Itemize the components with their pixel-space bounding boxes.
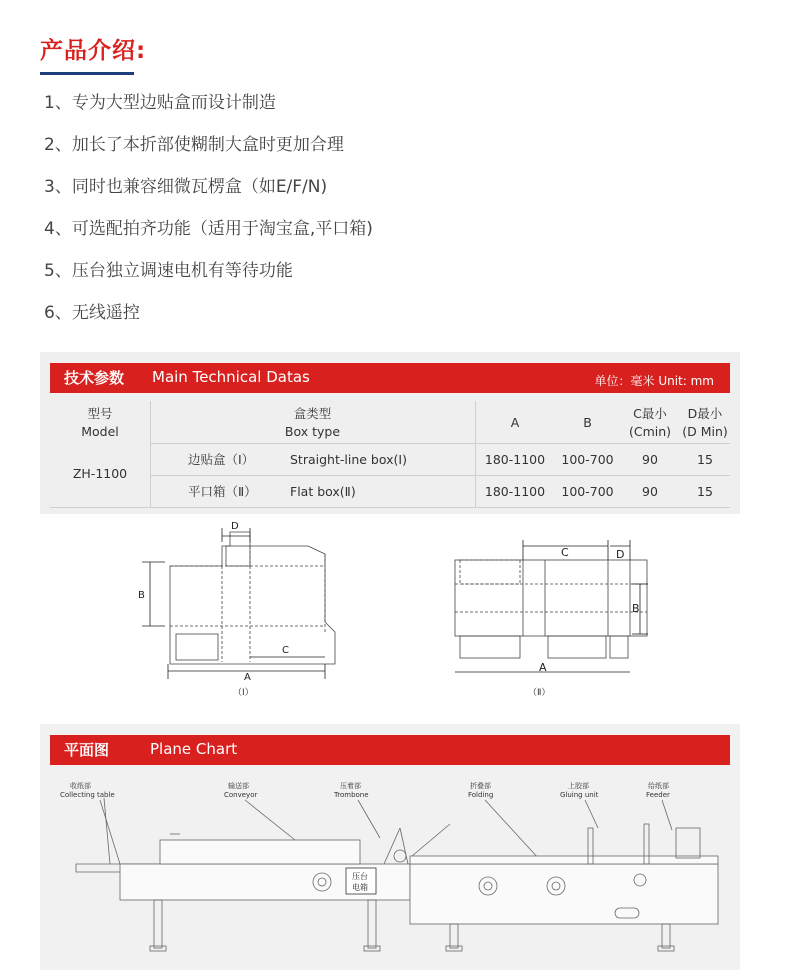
feature-list [44,90,373,342]
box1-label-d: D [231,521,239,532]
table-divider [150,443,730,444]
part-label-en: Collecting table [60,791,115,799]
feature-item: 3、同时也兼容细微瓦楞盒（如E/F/N) [44,177,328,197]
part-label-zh: 输送部 [228,782,249,790]
tech-title-en: Main Technical Datas [152,368,310,386]
model-value: ZH-1100 [72,466,128,481]
row-b: 100-700 [561,452,614,467]
row-b: 100-700 [561,484,614,499]
box-diagrams [40,514,740,714]
part-label-zh: 压着部 [340,782,361,790]
page-title: 产品介绍: [40,38,147,64]
row-c: 90 [642,452,658,467]
feature-item: 2、加长了本折部使糊制大盒时更加合理 [44,135,344,155]
tech-title-zh: 技术参数 [64,369,125,387]
title-underline [40,72,134,75]
box2-label-b: B [632,602,640,615]
box1-drawing [142,528,335,679]
header-box-en: Box type [284,424,341,439]
row-d: 15 [697,484,713,499]
feature-item: 1、专为大型边贴盒而设计制造 [44,93,276,113]
tech-panel [40,352,740,514]
plane-header-bar [50,735,730,765]
header-a: A [510,415,520,430]
header-b: B [583,415,592,430]
part-label-en: Trombone [334,791,369,799]
plane-title-zh: 平面图 [64,741,110,759]
header-d-en: (D Min) [682,424,728,439]
box2-label-c: C [561,546,569,559]
tech-table [50,401,730,509]
header-model-zh: 型号 [87,406,113,421]
part-label-zh: 折叠部 [470,782,491,790]
part-label-en: Folding [468,791,494,799]
box1-caption: （Ⅰ） [233,688,254,698]
row-a: 180-1100 [484,484,546,499]
part-label-en: Gluing unit [560,791,599,799]
box1-label-c: C [282,645,289,656]
part-label-zh: 上胶部 [568,782,589,790]
plane-title-en: Plane Chart [150,740,238,758]
feature-item: 4、可选配拍齐功能（适用于淘宝盒,平口箱) [44,219,373,239]
header-d-zh: D最小 [687,406,723,421]
row-d: 15 [697,452,713,467]
control-box-label: 压台 [352,872,368,881]
machine-plan [40,768,740,968]
part-label-zh: 收纸部 [70,782,91,790]
box2-label-a: A [539,661,547,674]
tech-unit: 单位：毫米 Unit: mm [594,374,714,388]
header-model-en: Model [81,424,119,439]
control-box-label: 电箱 [352,883,368,892]
row-type-en: Straight-line box(Ⅰ) [290,452,407,467]
box2-caption: （Ⅱ） [528,688,551,698]
row-type-en: Flat box(Ⅱ) [290,484,356,499]
box1-label-a: A [244,672,251,683]
machine-body [76,798,718,951]
table-divider [50,507,730,508]
row-c: 90 [642,484,658,499]
header-c-en: (Cmin) [628,424,672,439]
table-divider [150,475,730,476]
part-label-zh: 给纸部 [648,782,669,790]
box2-label-d: D [616,548,625,561]
plane-panel [40,724,740,970]
box1-label-b: B [138,590,145,601]
part-label-en: Conveyor [224,791,258,799]
row-a: 180-1100 [484,452,546,467]
row-type-zh: 平口箱（Ⅱ） [188,484,257,499]
tech-header-bar [50,363,730,393]
feature-item: 5、压台独立调速电机有等待功能 [44,261,293,281]
feature-item: 6、无线遥控 [44,303,140,323]
header-c-zh: C最小 [633,406,667,421]
part-label-en: Feeder [646,791,670,799]
row-type-zh: 边贴盒（Ⅰ） [188,452,255,467]
header-box-zh: 盒类型 [293,406,332,421]
